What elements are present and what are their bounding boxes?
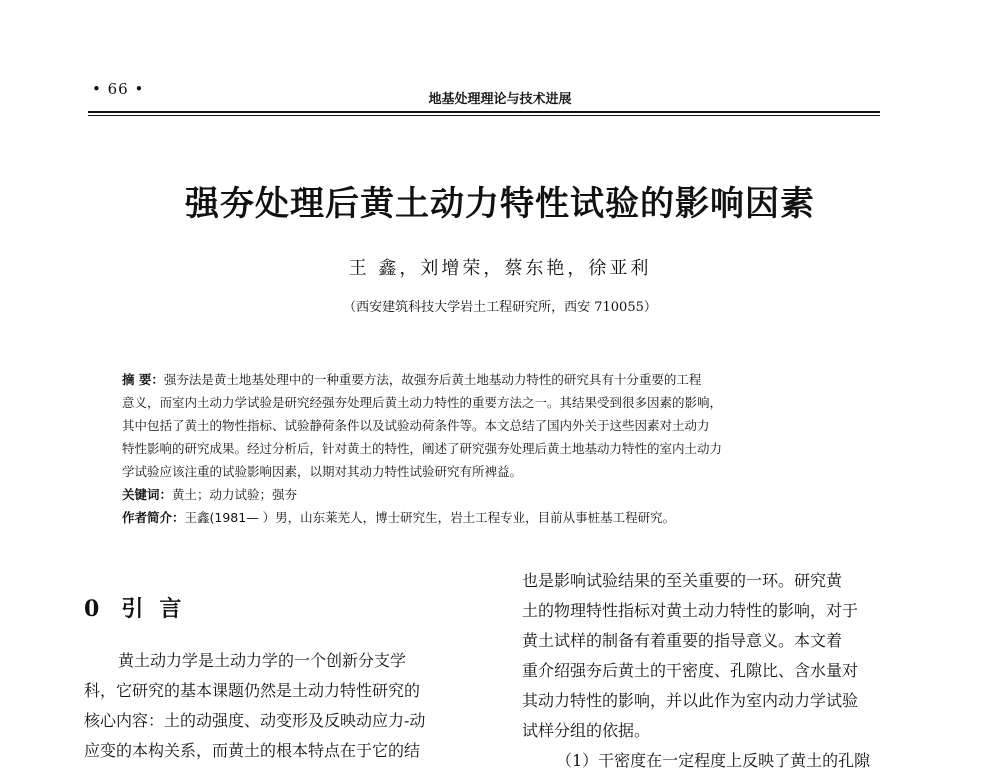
right-column [522,566,882,776]
body-line: 黄土试样的制备有着重要的指导意义。本文着 [522,631,843,650]
section-title: 引言 [121,596,198,622]
left-column [84,646,459,766]
abstract-line: 意义，而室内土动力学试验是研究经强夯处理后黄土动力特性的重要方法之一。其结果受到很多因素的影响， [122,395,723,410]
author-bio-text: 王鑫(1981— ）男，山东莱芜人，博士研究生，岩土工程专业，目前从事桩基工程研究。 [184,510,676,525]
abstract-label: 摘 要： [122,372,164,387]
body-line: 也是影响试验结果的至关重要的一环。研究黄 [522,571,843,590]
abstract-line: 学试验应该注重的试验影响因素，以期对其动力特性试验研究有所裨益。 [122,464,523,479]
keywords-label: 关键词： [122,487,173,502]
body-line: （1）干密度在一定程度上反映了黄土的孔隙 [556,751,871,770]
section-heading [84,592,197,623]
header-rule-thin [88,115,880,116]
abstract-line: 其中包括了黄土的物性指标、试验静荷条件以及试验动荷条件等。本文总结了国内外关于这些因素对土动力 [122,418,710,433]
body-line: 其动力特性的影响，并以此作为室内动力学试验 [522,691,859,710]
body-line: 科，它研究的基本课题仍然是土动力特性研究的 [84,681,421,700]
body-line: 核心内容：土的动强度、动变形及反映动应力-动 [84,711,426,730]
body-line: 试样分组的依据。 [522,721,651,740]
body-line: 应变的本构关系，而黄土的根本特点在于它的结 [84,741,421,760]
section-number: 0 [84,596,100,622]
keywords-text: 黄土；动力试验；强夯 [172,487,298,502]
body-line: 黄土动力学是土动力学的一个创新分支学 [118,651,407,670]
abstract-line: 摘 要：强夯法是黄土地基处理中的一种重要方法，故强夯后黄土地基动力特性的研究具有十分重要的工程 [122,372,702,387]
affiliation: （西安建筑科技大学岩土工程研究所，西安 710055） [343,300,657,315]
page-number: • 66 • [92,80,145,98]
abstract-block [122,368,856,529]
body-line: 重介绍强夯后黄土的干密度、孔隙比、含水量对 [522,661,859,680]
paper-title: 强夯处理后黄土动力特性试验的影响因素 [185,184,815,224]
body-line: 土的物理特性指标对黄土动力特性的影响，对于 [522,601,859,620]
abstract-line: 特性影响的研究成果。经过分析后，针对黄土的特性，阐述了研究强夯处理后黄土地基动力特性的室内土动力 [122,441,723,456]
author-bio-label: 作者简介： [122,510,185,525]
header-rule-thick [88,111,880,113]
keywords-line [122,483,856,506]
authors: 王 鑫，刘增荣，蔡东艳，徐亚利 [348,258,652,279]
author-bio-line [122,506,856,529]
running-header: 地基处理理论与技术进展 [428,92,572,107]
